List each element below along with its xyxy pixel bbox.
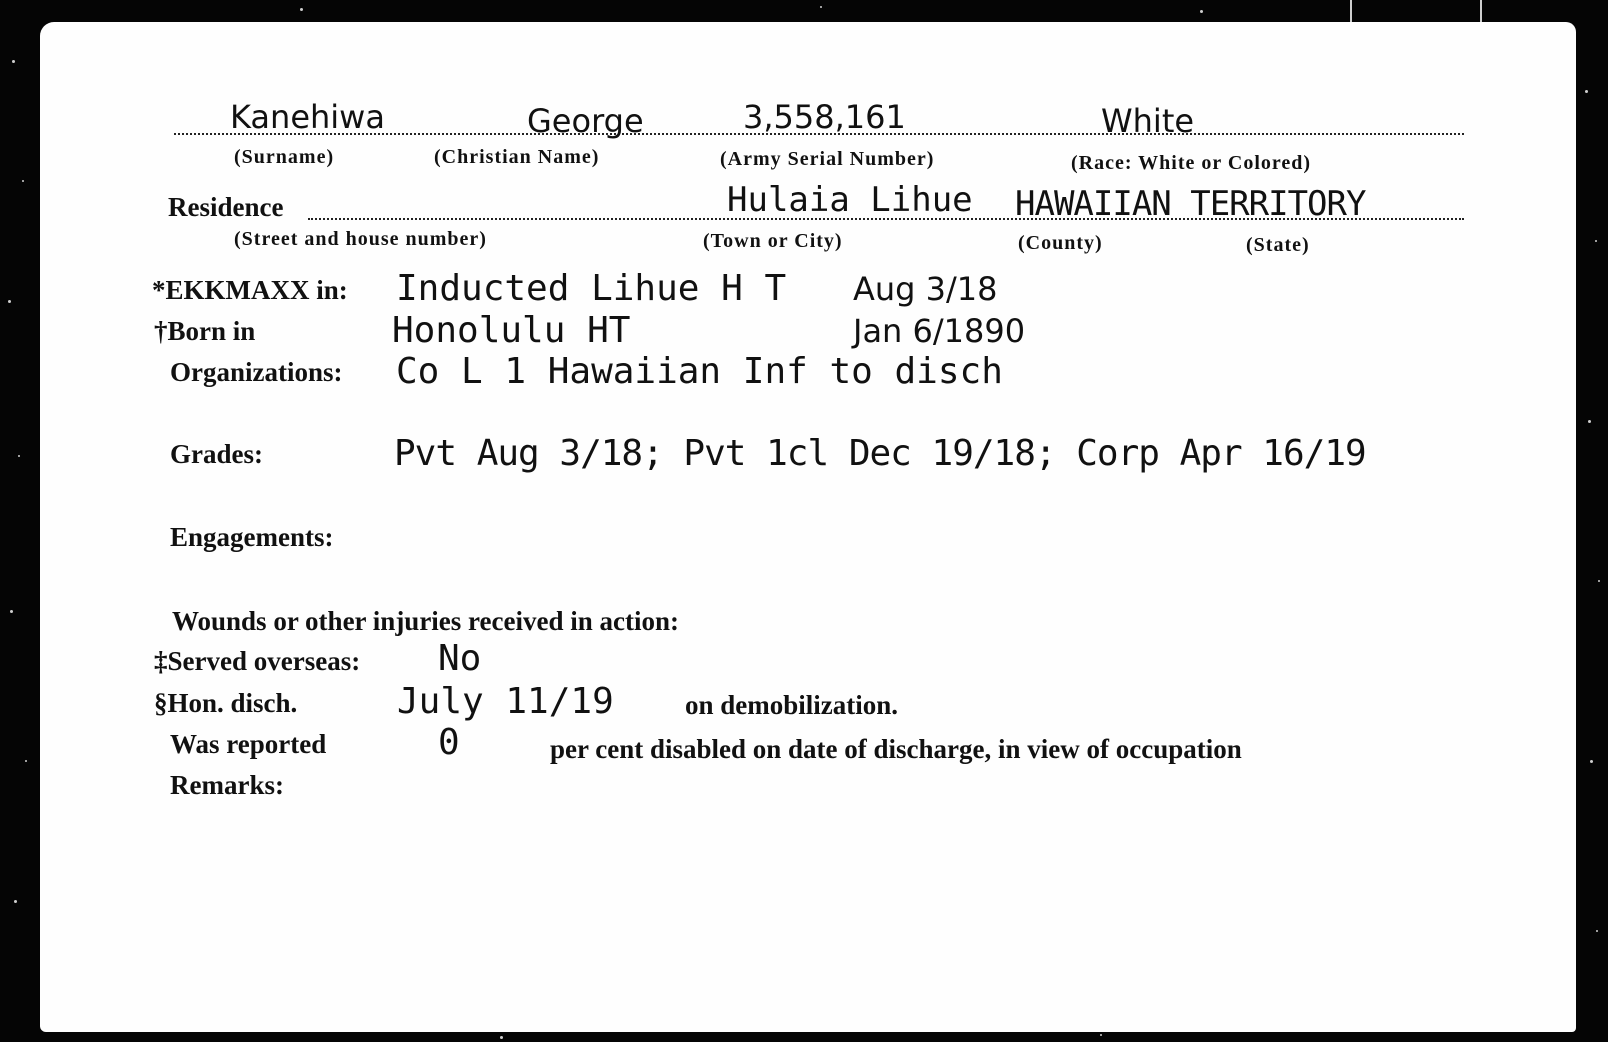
serial-number-value: 3,558,161 [743,98,906,136]
organizations-value: Co L 1 Hawaiian Inf to disch [396,351,1003,392]
county-caption: (County) [1018,232,1103,254]
disability-suffix: per cent disabled on date of discharge, in view of occupation [550,734,1242,764]
honorable-discharge-date: July 11/19 [397,681,614,722]
christian-name-caption: (Christian Name) [434,146,600,168]
enlisted-date: Aug 3/18 [853,270,998,308]
race-caption: (Race: White or Colored) [1071,152,1312,174]
remarks-label: Remarks: [170,770,284,800]
was-reported-label: Was reported [170,729,327,759]
enlisted-value: Inducted Lihue H T [396,268,787,309]
served-overseas-value: No [438,638,482,679]
wounds-label: Wounds or other injuries received in action: [172,606,680,636]
grades-value: Pvt Aug 3/18; Pvt 1cl Dec 19/18; Corp Apr 16/19 [394,433,1366,474]
christian-name-value: George [527,102,644,140]
surname-caption: (Surname) [234,146,335,168]
residence-state-value: HAWAIIAN TERRITORY [1015,184,1366,224]
born-label: †Born in [154,316,256,346]
state-caption: (State) [1246,234,1310,256]
serial-number-caption: (Army Serial Number) [720,148,935,170]
served-overseas-label: ‡Served overseas: [154,646,361,676]
born-value: Honolulu HT [392,310,631,351]
grades-label: Grades: [170,439,263,469]
organizations-label: Organizations: [170,357,343,387]
residence-label: Residence [168,192,284,222]
service-record-card [40,22,1576,1032]
enlisted-label: *EKKMAXX in: [152,275,348,305]
engagements-label: Engagements: [170,522,334,552]
surname-value: Kanehiwa [230,98,385,136]
born-date: Jan 6/1890 [853,312,1026,350]
disability-percent-value: 0 [438,722,460,763]
residence-town-value: Hulaia Lihue [727,180,973,220]
street-caption: (Street and house number) [234,228,487,250]
discharge-suffix: on demobilization. [685,690,899,720]
town-caption: (Town or City) [703,230,843,252]
race-value: White [1101,102,1195,140]
honorable-discharge-label: §Hon. disch. [154,688,298,718]
